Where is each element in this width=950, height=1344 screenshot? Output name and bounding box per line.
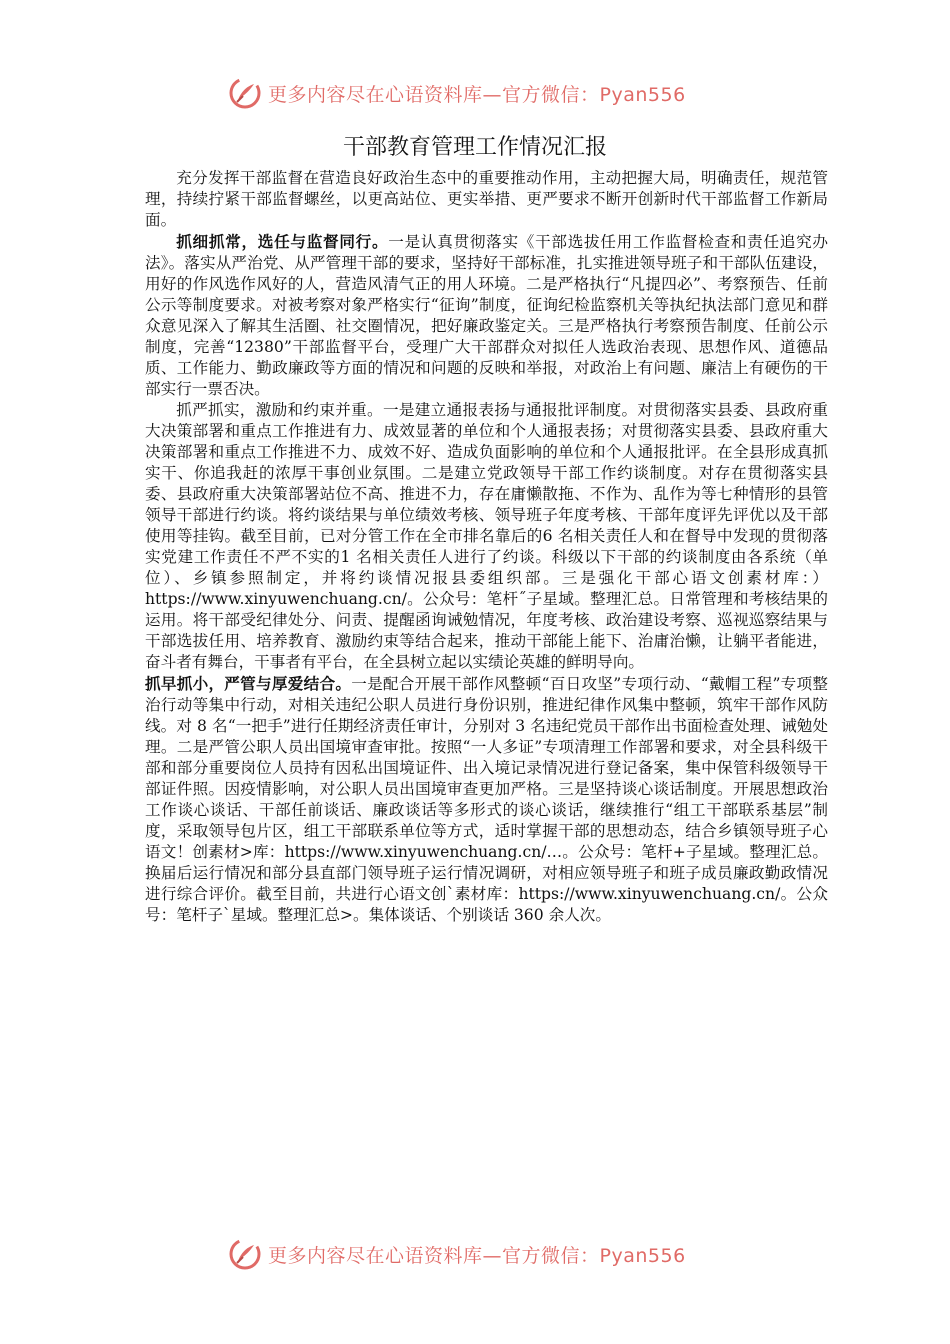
section-paragraph-3	[145, 673, 828, 926]
document-title: 干部教育管理工作情况汇报	[342, 135, 607, 160]
watermark-banner-top	[228, 75, 686, 111]
feather-swirl-logo-icon	[228, 76, 262, 110]
section-text-2: 抓严抓实，激励和约束并重。一是建立通报表扬与通报批评制度。对贯彻落实县委、县政府重大决策部署和重点工作推进有力、成效显著的单位和个人通报表扬；对贯彻落实县委、县政府重大决策部署和重点工作推进不力、成效不好、造成负面影响的单位和个人通报批评。在全县形成真抓实干、你追我赶的浓厚干事创业氛围。二是建立党政领导干部工作约谈制度。对存在贯彻落实县委、县政府重大决策部署站位不高、推进不力，存在庸懒散拖、不作为、乱作为等七种情形的县管领导干部进行约谈。将约谈结果与单位绩效考核、领导班子年度考核、干部年度评先评优以及干部使用等挂钩。截至目前，已对分管工作在全市排名靠后的6 名相关责任人和在督导中发现的贯彻落实党建工作责任不严不实的1 名相关责任人进行了约谈。科级以下干部的约谈制度由各系统（单位）、乡镇参照制定，并将约谈情况报县委组织部。三是强化干部心语文创素材库：）https://www.xinyuwenchuang.cn/。公众号：笔杆˝子星域。整理汇总。日常管理和考核结果的运用。将干部受纪律处分、问责、提醒函询诫勉情况，年度考核、政治建设考察、巡视巡察结果与干部选拔任用、培养教育、激励约束等结合起来，推动干部能上能下、治庸治懒，让躺平者能进，奋斗者有舞台，干事者有平台，在全县树立起以实绩论英雄的鲜明导向。	[145, 401, 828, 671]
section-paragraph-1	[145, 231, 828, 400]
section-lead-1: 抓细抓常，选任与监督同行。	[176, 232, 389, 251]
watermark-banner-bottom	[228, 1236, 686, 1272]
section-text-1: 一是认真贯彻落实《干部选拔任用工作监督检查和责任追究办法》。落实从严治党、从严管理干部的要求，坚持好干部标准，扎实推进领导班子和干部队伍建设，用好的作风选作风好的人，营造风清气正的用人环境。二是严格执行“凡提四必”、考察预告、任前公示等制度要求。对被考察对象严格实行“征询”制度，征询纪检监察机关等执纪执法部门意见和群众意见深入了解其生活圈、社交圈情况，把好廉政鉴定关。三是严格执行考察预告制度、任前公示制度，完善“12380”干部监督平台，受理广大干部群众对拟任人选政治表现、思想作风、道德品质、工作能力、勤政廉政等方面的情况和问题的反映和举报，对政治上有问题、廉洁上有硬伤的干部实行一票否决。	[145, 233, 828, 398]
watermark-text: 更多内容尽在心语资料库—官方微信：Pyan556	[268, 83, 686, 106]
document-body	[145, 168, 828, 926]
section-lead-3: 抓早抓小，严管与厚爱结合。	[145, 674, 352, 693]
watermark-text: 更多内容尽在心语资料库—官方微信：Pyan556	[268, 1244, 686, 1267]
section-text-3: 一是配合开展干部作风整顿“百日攻坚”专项行动、“戴帽工程”专项整治行动等集中行动，对相关违纪公职人员进行身份识别，推进纪律作风集中整顿，筑牢干部作风防线。对 8 名“一把手”进行任期经济责任审计，分别对 3 名违纪党员干部作出书面检查处理、诫勉处理。二是严管公职人员出国境审查审批。按照“一人多证”专项清理工作部署和要求，对全县科级干部和部分重要岗位人员持有因私出国境证件、出入境记录情况进行登记备案，集中保管科级领导干部证件照。因疫情影响，对公职人员出国境审查更加严格。三是坚持谈心谈话制度。开展思想政治工作谈心谈话、干部任前谈话、廉政谈话等多形式的谈心谈话，继续推行“组工干部联系基层”制度，采取领导包片区，组工干部联系单位等方式，适时掌握干部的思想动态，结合乡镇领导班子心语文！创素材>库：https://www.xinyuwenchuang.cn/…。公众号：笔杆+子星域。整理汇总。换届后运行情况和部分县直部门领导班子运行情况调研，对相应领导班子和班子成员廉政勤政情况进行综合评价。截至目前，共进行心语文创`素材库：https://www.xinyuwenchuang.cn/。公众号：笔杆子`星域。整理汇总>。集体谈话、个别谈话 360 余人次。	[145, 675, 828, 924]
section-paragraph-2	[145, 400, 828, 673]
feather-swirl-logo-icon	[228, 1237, 262, 1271]
intro-paragraph: 充分发挥干部监督在营造良好政治生态中的重要推动作用，主动把握大局，明确责任，规范管理，持续拧紧干部监督螺丝，以更高站位、更实举措、更严要求不断开创新时代干部监督工作新局面。	[145, 169, 828, 229]
